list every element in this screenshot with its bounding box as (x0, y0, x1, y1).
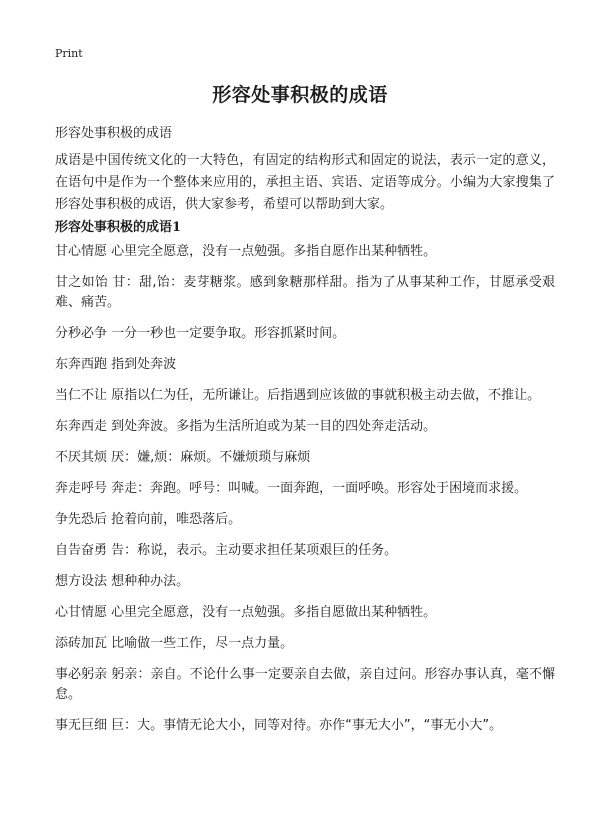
idiom-entry: 添砖加瓦 比喻做一些工作，尽一点力量。 (55, 636, 294, 651)
idiom-entry: 东奔西跑 指到处奔波 (55, 357, 177, 372)
idiom-entry: 争先恐后 抢着向前，唯恐落后。 (55, 512, 242, 527)
intro-paragraph: 成语是中国传统文化的一大特色，有固定的结构形式和固定的说法，表示一定的意义，在语句中是作为一个整体来应用的，承担主语、宾语、定语等成分。小编为大家搜集了形容处事积极的成语，供大家参考，希望可以帮助到大家。 (55, 153, 555, 212)
idiom-entry: 想方设法 想种种办法。 (55, 574, 190, 589)
idiom-entry: 心甘情愿 心里完全愿意，没有一点勉强。多指自愿做出某种牺牲。 (55, 605, 437, 620)
idiom-entry: 东奔西走 到处奔波。多指为生活所迫或为某一目的四处奔走活动。 (55, 419, 437, 434)
page-title: 形容处事积极的成语 (212, 84, 388, 106)
section-heading: 形容处事积极的成语1 (55, 220, 182, 235)
idiom-entry: 当仁不让 原指以仁为任，无所谦让。后指遇到应该做的事就积极主动去做，不推让。 (55, 388, 541, 403)
idiom-entry: 事必躬亲 躬亲：亲自。不论什么事一定要亲自去做，亲自过问。形容办事认真，毫不懈怠。 (55, 667, 555, 702)
idiom-entry: 甘心情愿 心里完全愿意，没有一点勉强。多指自愿作出某种牺牲。 (55, 244, 437, 259)
idiom-entry: 不厌其烦 厌：嫌,烦：麻烦。不嫌烦琐与麻烦 (55, 450, 311, 465)
idiom-entry: 甘之如饴 甘：甜,饴：麦芽糖浆。感到象糖那样甜。指为了从事某种工作，甘愿承受艰难、痛苦。 (55, 275, 555, 310)
idiom-entry: 事无巨细 巨：大。事情无论大小，同等对待。亦作“事无大小”，“事无小大”。 (55, 718, 503, 733)
idiom-entry: 分秒必争 一分一秒也一定要争取。形容抓紧时间。 (55, 326, 346, 341)
idiom-list (55, 242, 555, 747)
idiom-entry: 奔走呼号 奔走：奔跑。呼号：叫喊。一面奔跑，一面呼唤。形容处于困境而求援。 (55, 481, 528, 496)
print-link[interactable]: Print (55, 47, 83, 60)
page-subtitle: 形容处事积极的成语 (55, 126, 173, 141)
idiom-entry: 自告奋勇 告：称说，表示。主动要求担任某项艰巨的任务。 (55, 543, 398, 558)
